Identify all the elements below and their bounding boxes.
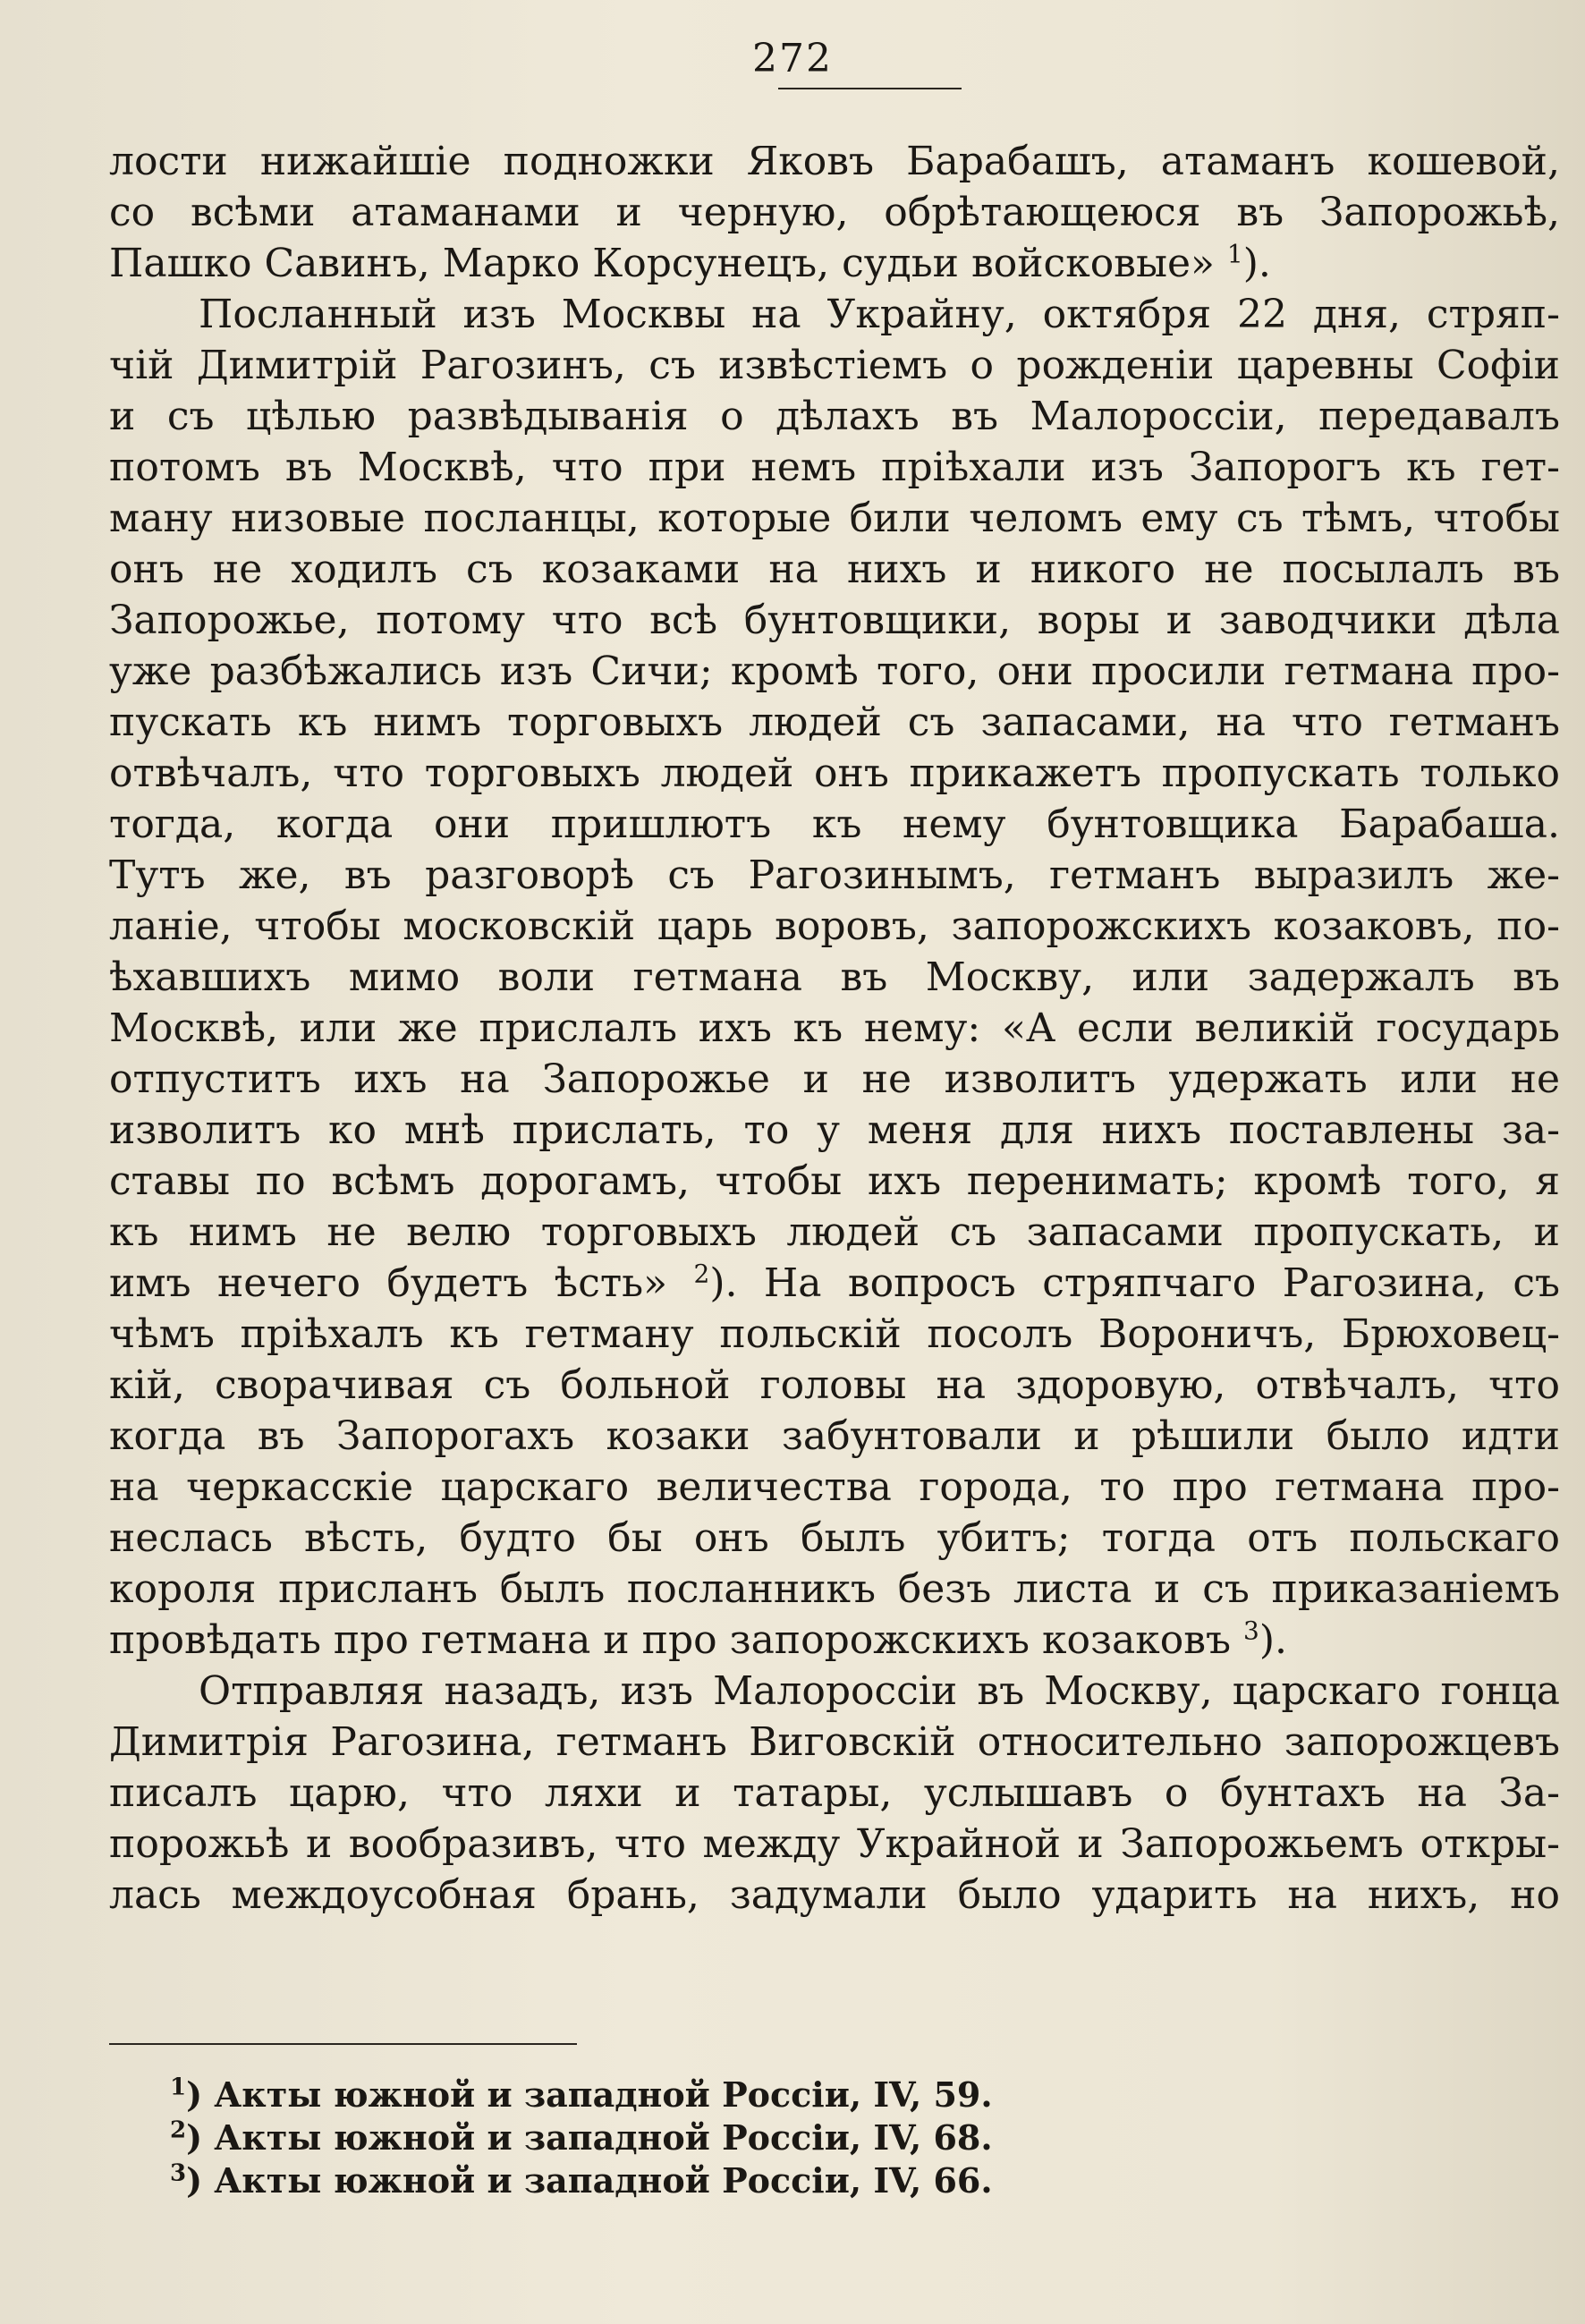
footnote-ref: 1 (1226, 239, 1243, 269)
text-line: ставы по всѣмъ дорогамъ, чтобы ихъ перенимать; кромѣ того, я (109, 1158, 1560, 1204)
text-line: тогда, когда они пришлютъ къ нему бунтовщика Барабаша. (109, 802, 1560, 847)
text-line: къ нимъ не велю торговыхъ людей съ запасами пропускать, и (109, 1209, 1560, 1255)
footnote: $^2$) Акты южной и западной Россiи, IV, 68. (170, 2116, 993, 2158)
text-line: писалъ царю, что ляхи и татары, услышавъ о бунтахъ на За- (109, 1770, 1560, 1816)
text-line: ѣхавшихъ мимо воли гетмана въ Москву, или задержалъ въ (109, 954, 1560, 1000)
text-line: со всѣми атаманами и черную, обрѣтающеюся въ Запорожьѣ, (109, 190, 1560, 235)
text-line: онъ не ходилъ съ козаками на нихъ и никого не посылалъ въ (109, 547, 1560, 592)
text-line: лости нижайшiе подножки Яковъ Барабашъ, атаманъ кошевой, (109, 139, 1560, 184)
text-line: ланiе, чтобы московскiй царь воровъ, запорожскихъ козаковъ, по- (109, 903, 1560, 949)
footnote-mark: 1 (170, 2074, 187, 2101)
text-line: неслась вѣсть, будто бы онъ былъ убитъ; тогда отъ польскаго (109, 1515, 1560, 1561)
text-line: Посланный изъ Москвы на Украйну, октября 22 дня, стряп- (199, 292, 1560, 337)
text-line: когда въ Запорогахъ козаки забунтовали и рѣшили было идти (109, 1413, 1560, 1459)
footnote-ref: 3 (1243, 1616, 1259, 1646)
text-line: чѣмъ прiѣхалъ къ гетману польскiй посолъ Вороничъ, Брюховец- (109, 1311, 1560, 1357)
text-line: кiй, сворачивая съ больной головы на здоровую, отвѣчалъ, что (109, 1362, 1560, 1408)
text-line: Тутъ же, въ разговорѣ съ Рагозинымъ, гетманъ выразилъ же- (109, 852, 1560, 898)
text-line: на черкасскiе царскаго величества города, то про гетмана про- (109, 1464, 1560, 1510)
text-line: пускать къ нимъ торговыхъ людей съ запасами, на что гетманъ (109, 700, 1560, 745)
footnote: $^3$) Акты южной и западной Россiи, IV, 66. (170, 2159, 993, 2201)
text-line: отпуститъ ихъ на Запорожье и не изволитъ удержать или не (109, 1056, 1560, 1102)
page-number: 272 (752, 36, 833, 81)
footnote-mark: 2 (170, 2116, 187, 2144)
footnote-mark: 3 (170, 2159, 187, 2187)
text-line: порожьѣ и вообразивъ, что между Украйной и Запорожьемъ откры- (109, 1821, 1560, 1867)
text-line: короля присланъ былъ посланникъ безъ листа и съ приказанiемъ (109, 1566, 1560, 1612)
footnote: $^1$) Акты южной и западной Россiи, IV, 59. (170, 2074, 993, 2115)
page-number-rule (778, 88, 962, 89)
text-line: Москвѣ, или же прислалъ ихъ къ нему: «А если великiй государь (109, 1005, 1560, 1051)
footnote-rule (109, 2043, 577, 2045)
body-text (109, 136, 1560, 1921)
text-line: Пашко Савинъ, Марко Корсунецъ, судьи войсковые» $^1$). (109, 239, 1271, 286)
text-line: потомъ въ Москвѣ, что при немъ прiѣхали изъ Запорогъ къ гет- (109, 445, 1560, 490)
text-line: ману низовые посланцы, которые били челомъ ему съ тѣмъ, чтобы (109, 496, 1560, 541)
text-line: чiй Димитрiй Рагозинъ, съ извѣстiемъ о рожденiи царевны Софiи (109, 343, 1560, 388)
text-line: Димитрiя Рагозина, гетманъ Виговскiй относительно запорожцевъ (109, 1719, 1560, 1765)
text-line: провѣдать про гетмана и про запорожскихъ козаковъ $^3$). (109, 1616, 1287, 1663)
text-line: изволитъ ко мнѣ прислать, то у меня для нихъ поставлены за- (109, 1107, 1560, 1153)
text-line: уже разбѣжались изъ Сичи; кромѣ того, они просили гетмана про- (109, 649, 1560, 694)
text-line: имъ нечего будетъ ѣсть» $^2$). На вопросъ стряпчаго Рагозина, съ (109, 1259, 1560, 1306)
footnote-ref: 2 (693, 1259, 710, 1289)
footnotes (170, 2074, 1243, 2202)
text-line: отвѣчалъ, что торговыхъ людей онъ прикажетъ пропускать только (109, 751, 1560, 796)
text-line: и съ цѣлью развѣдыванiя о дѣлахъ въ Малороссiи, передавалъ (109, 394, 1560, 439)
text-line: Отправляя назадъ, изъ Малороссiи въ Москву, царскаго гонца (199, 1668, 1560, 1714)
text-line: лась междоусобная брань, задумали было ударить на нихъ, но (109, 1872, 1560, 1918)
text-line: Запорожье, потому что всѣ бунтовщики, воры и заводчики дѣла (109, 598, 1560, 643)
